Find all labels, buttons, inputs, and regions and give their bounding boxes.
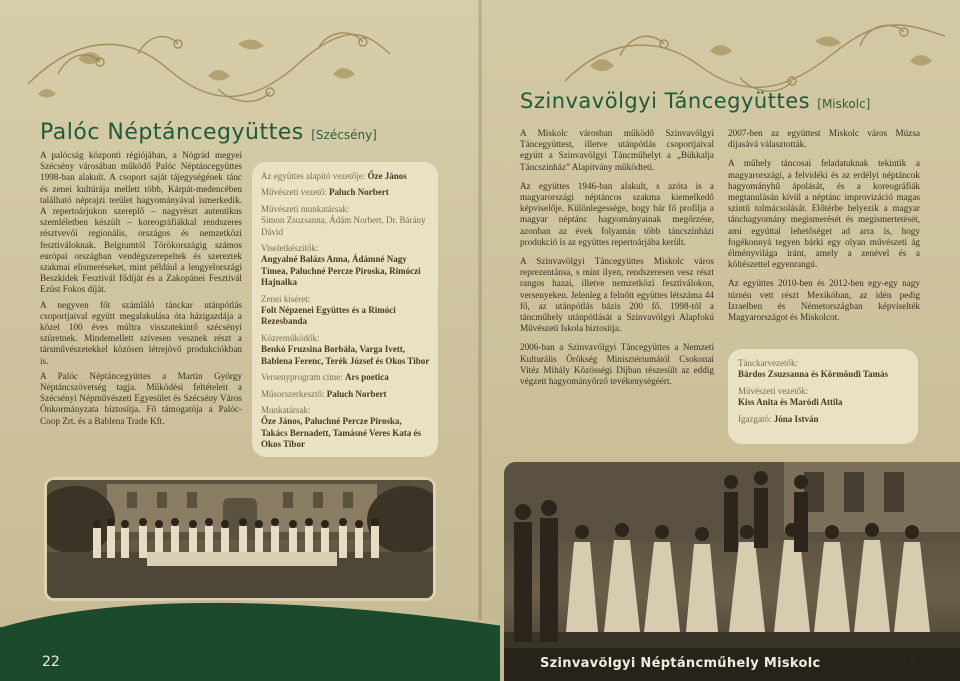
left-body-text: [40, 150, 242, 431]
page-number-left: 22: [42, 654, 60, 670]
paragraph: Az együttes 2010-ben és 2012-ben egy-egy nagy túrnén vett részt Mexikóban, az idén pedig Izraelben és Németországban képviselték Magyarországot és Miskolcot.: [728, 278, 920, 323]
credit-row: Az együttes alapító vezetője: Őze János: [261, 171, 407, 181]
paragraph: A negyven főt számláló tánckar utánpótlás csoportjaival együtt megalakulása óta házigazdája a közel 100 éves múltra visszatekintő szécsényi szüretnek. Mindemellett szívesen vesznek részt a társművészetekkel közösen létrejövő produkciókban is.: [40, 299, 242, 366]
credit-row: Műsorszerkesztő: Paluch Norbert: [261, 388, 387, 399]
paragraph: A palócság központi régiójában, a Nógrád megyei Szécsény városában működő Palóc Néptáncegyüttes 1998-ban alakult. A csoport saját tájegységének tánc és zenei kultúrája mellett több, Kárpát-medencében található néprajzi terület hagyományával ismerkedik. A repertoárjukon szereplő – nagyrészt autentikus szemléletben készült – koreográfiákkal rendszeres résztvevői regionális, országos és nemzetközi fesztiváloknak. Belgiumtól Törökországig számos európai országban vendégszerepeltek és szereztek szakmai elismeréseket, mint például a lengyelországi Beszkidek Fesztivál fődíját és a Zakopánei Fesztivál Ezüst Fokos díját.: [40, 150, 242, 295]
paragraph: A Miskolc városban működő Szinvavölgyi Táncegyüttest, illetve utánpótlás csoportjaival együtt a Szinvavölgyi Táncműhelyt a „Bükkalja Táncszínház” Alapítvány működteti.: [520, 128, 714, 172]
right-body-text-col1: [520, 128, 714, 395]
floral-ornament-left: [18, 14, 398, 124]
credits-box-right: [728, 349, 918, 444]
credit-row: Viseletkészítők: Angyalné Balázs Anna, Ádámné Nagy Tímea, Paluchné Percze Piroska, Rimóczi Hajnalka: [261, 243, 421, 288]
paragraph: A Szinvavölgyi Táncegyüttes Miskolc város reprezentánsa, s mint ilyen, rendszeresen vesz részt rangos hazai, illetve nemzetközi fesztiválokon, versenyeken. Jelenleg a felnőtt együttes létszáma 44 fő, az utánpótlás bázis 200 fő. 1998-tól a táncműhely utánpótlását a Szinvavölgyi Alapfokú Művészeti Iskola biztosítja.: [520, 256, 714, 334]
left-page-title: [40, 120, 377, 145]
group-name: Szinvavölgyi Táncegyüttes: [520, 89, 811, 113]
credit-row: Közreműködők: Benkó Fruzsina Borbála, Varga Ivett, Bablena Ferenc, Terék József és Okos Tibor: [261, 332, 430, 366]
photo-caption: Szinvavölgyi Néptáncműhely Miskolc: [540, 656, 821, 671]
paragraph: A műhely táncosai feladatuknak tekintik a magyarországi, a felvidéki és az erdélyi néptáncok hagyományhű ápolását, és a koreográfiák megtanulásán kívül a néptánc improvizáció magas szintű tolmácsolását. Előtérbe helyezik a magyar tánchagyomány megismerését és megismertetését, ami egyúttal lehetőséget ad arra is, hogy fogékonnyá tegyen bárki egy olyan művészeti ág élményvilága iránt, amely a zenével és a költészettel egyenrangú.: [728, 158, 920, 270]
green-corner-wave: [0, 596, 500, 681]
right-body-text-col2: [728, 128, 920, 331]
group-location: [Miskolc]: [817, 97, 871, 111]
credit-row: Zenei kíséret: Folt Népzenei Együttes és a Rimóci Rezesbanda: [261, 293, 396, 327]
paragraph: Az együttes 1946-ban alakult, s azóta is a magyarországi néptáncos szakma kiemelkedő képviselője. Különlegessége, hogy bár fő profilja a magyar néptánc hagyományainak megőrzése, azonban az évek folyamán több táncszínházi produkció is az együttes repertoárjába került.: [520, 180, 714, 247]
credit-row: Művészeti vezető: Paluch Norbert: [261, 187, 389, 198]
paragraph: 2006-ban a Szinvavölgyi Táncegyüttes a Nemzeti Kulturális Örökség Minisztériumától Csokonai Vitéz Mihály Közösségi Díjban részesült az eddig végzett hagyományőrző tevékenységéért.: [520, 342, 714, 387]
paragraph: A Palóc Néptáncegyüttes a Martin György Néptáncszövetség tagja. Működési feltételeit a Szécsényi Népművészeti Egyesület és Szécsény Város Önkormányzata biztosítja. Fő támogatója a Palóc-Coop Zrt. és a Bablena Trade Kft.: [40, 370, 242, 426]
page-spine: [478, 0, 482, 681]
group-name: Palóc Néptáncegyüttes: [40, 120, 304, 145]
right-page-title: [520, 89, 870, 113]
credit-row: Tánckarvezetők: Bárdos Zsuzsanna és Körmöndi Tamás: [738, 358, 889, 380]
credits-box-left: [252, 162, 438, 457]
credit-row: Igazgató: Jóna István: [738, 413, 819, 424]
credit-row: Művészeti munkatársak: Simon Zsuzsanna, Ádám Norbert, Dr. Bárány Dávid: [261, 203, 426, 237]
group-location: [Szécsény]: [311, 128, 377, 142]
page-number-right: 23: [899, 654, 917, 670]
group-photo-left: [44, 477, 436, 601]
credit-row: Művészeti vezetők: Kiss Anita és Maródi Attila: [738, 385, 843, 408]
paragraph: 2007-ben az együttest Miskolc város Múzsa díjasává választották.: [728, 128, 920, 150]
credit-row: Versenyprogram címe: Ars poetica: [261, 372, 389, 383]
credit-row: Munkatársak: Őze János, Paluchné Percze Piroska, Takács Bernadett, Tamásné Veres Kata és Okos Tibor: [261, 404, 422, 450]
floral-ornament-right: [560, 6, 950, 101]
